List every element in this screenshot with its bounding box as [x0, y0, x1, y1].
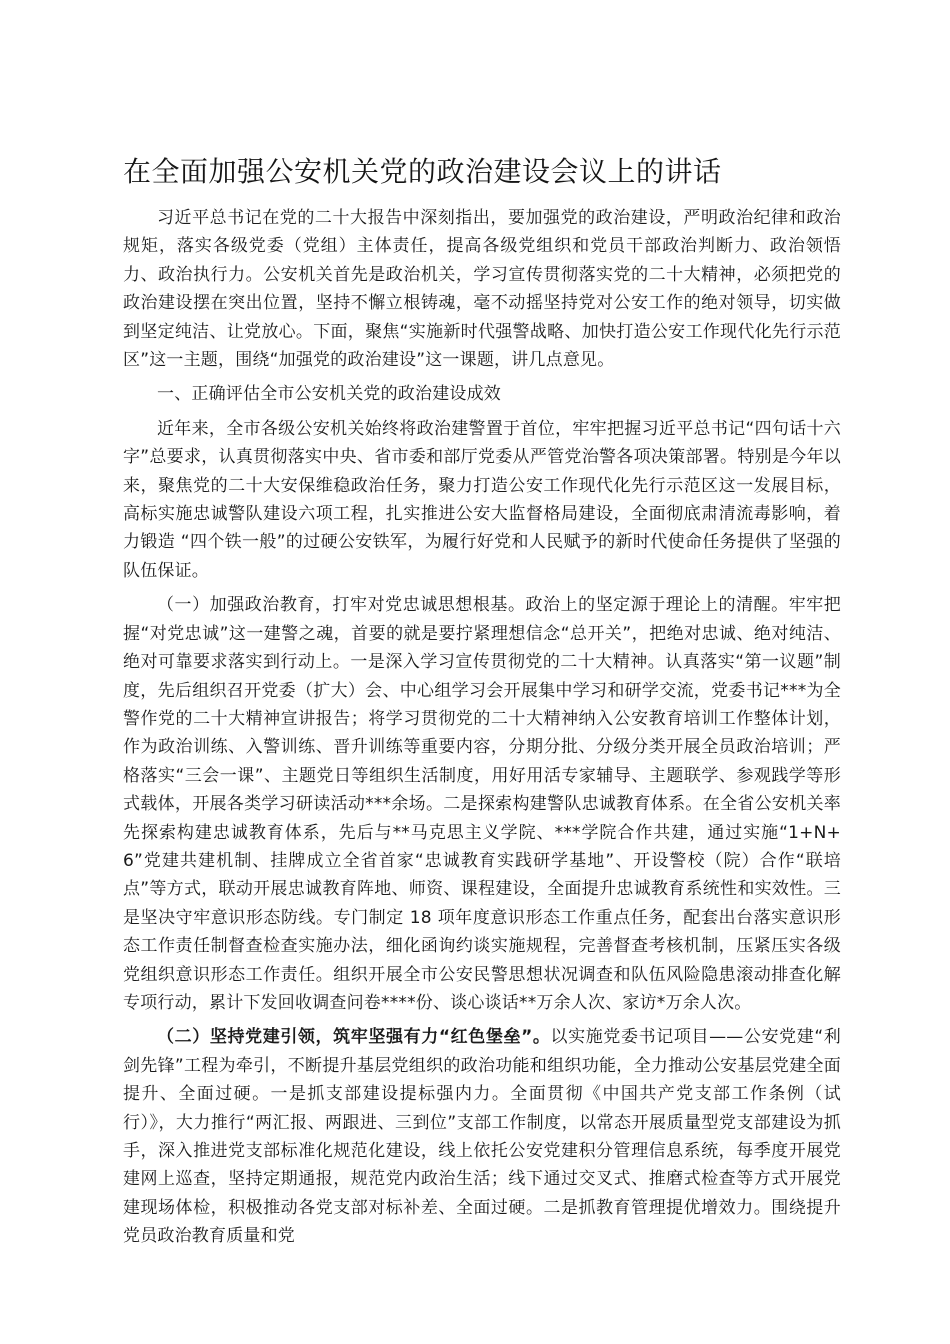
- document-title: 在全面加强公安机关党的政治建设会议上的讲话: [123, 155, 722, 188]
- section-heading: 一、正确评估全市公安机关党的政治建设成效: [157, 384, 501, 405]
- document-body: [123, 204, 841, 1251]
- point-1-lead: （一）加强政治教育，打牢对党忠诚思想根基。: [157, 595, 526, 616]
- point-2-lead: （二）坚持党建引领，筑牢坚强有力“红色堡垒”。: [157, 1027, 551, 1048]
- point-2-body: 以实施党委书记项目——公安党建“利剑先锋”工程为牵引，不断提升基层党组织的政治功能和组织功能，全力推动公安基层党建全面提升、全面过硬。一是抓支部建设提标强内力。全面贯彻《中国共产党支部工作条例（试行）》，大力推行“两汇报、两跟进、三到位”支部工作制度，以常态开展质量型党支部建设为抓手，深入推进党支部标准化规范化建设，线上依托公安党建积分管理信息系统，每季度开展党建网上巡查，坚持定期通报，规范党内政治生活；线下通过交叉式、推磨式检查等方式开展党建现场体检，积极推动各党支部对标补差、全面过硬。二是抓教育管理提优增效力。围绕提升党员政治教育质量和党: [123, 1027, 841, 1247]
- point-1-paragraph: [123, 591, 841, 1017]
- section-intro-paragraph: 近年来，全市各级公安机关始终将政治建警置于首位，牢牢把握习近平总书记“四句话十六字”总要求，认真贯彻落实中央、省市委和部厅党委从严管党治警各项决策部署。特别是今年以来，聚焦党的二十大安保维稳政治任务，聚力打造公安工作现代化先行示范区这一发展目标，高标实施忠诚警队建设六项工程，扎实推进公安大监督格局建设，全面彻底肃清流毒影响，着力锻造 “四个铁一般”的过硬公安铁军，为履行好党和人民赋予的新时代使命任务提供了坚强的队伍保证。: [123, 418, 841, 581]
- point-1-body: 政治上的坚定源于理论上的清醒。牢牢把握“对党忠诚”这一建警之魂，首要的就是要拧紧理想信念“总开关”，把绝对忠诚、绝对纯洁、绝对可靠要求落实到行动上。一是深入学习宣传贯彻党的二十大精神。认真落实“第一议题”制度，先后组织召开党委（扩大）会、中心组学习会开展集中学习和研学交流，党委书记***为全警作党的二十大精神宣讲报告；将学习贯彻党的二十大精神纳入公安教育培训工作整体计划，作为政治训练、入警训练、晋升训练等重要内容，分期分批、分级分类开展全员政治培训；严格落实“三会一课”、主题党日等组织生活制度，用好用活专家辅导、主题联学、参观践学等形式载体，开展各类学习研读活动***余场。二是探索构建警队忠诚教育体系。在全省公安机关率先探索构建忠诚教育体系，先后与**马克思主义学院、***学院合作共建，通过实施“1+N+6”党建共建机制、挂牌成立全省首家“忠诚教育实践研学基地”、开设警校（院）合作“联培点”等方式，联动开展忠诚教育阵地、师资、课程建设，全面提升忠诚教育系统性和实效性。三是坚决守牢意识形态防线。专门制定 18 项年度意识形态工作重点任务，配套出台落实意识形态工作责任制督查检查实施办法，细化函询约谈实施规程，完善督查考核机制，压紧压实各级党组织意识形态工作责任。组织开展全市公安民警思想状况调查和队伍风险隐患滚动排查化解专项行动，累计下发回收调查问卷****份、谈心谈话**万余人次、家访*万余人次。: [123, 595, 841, 1013]
- point-2-paragraph: [123, 1023, 841, 1250]
- intro-paragraph: 习近平总书记在党的二十大报告中深刻指出，要加强党的政治建设，严明政治纪律和政治规矩，落实各级党委（党组）主体责任，提高各级党组织和党员干部政治判断力、政治领悟力、政治执行力。公安机关首先是政治机关，学习宣传贯彻落实党的二十大精神，必须把党的政治建设摆在突出位置，坚持不懈立根铸魂，毫不动摇坚持党对公安工作的绝对领导，切实做到坚定纯洁、让党放心。下面，聚焦“实施新时代强警战略、加快打造公安工作现代化先行示范区”这一主题，围绕“加强党的政治建设”这一课题，讲几点意见。: [123, 208, 841, 371]
